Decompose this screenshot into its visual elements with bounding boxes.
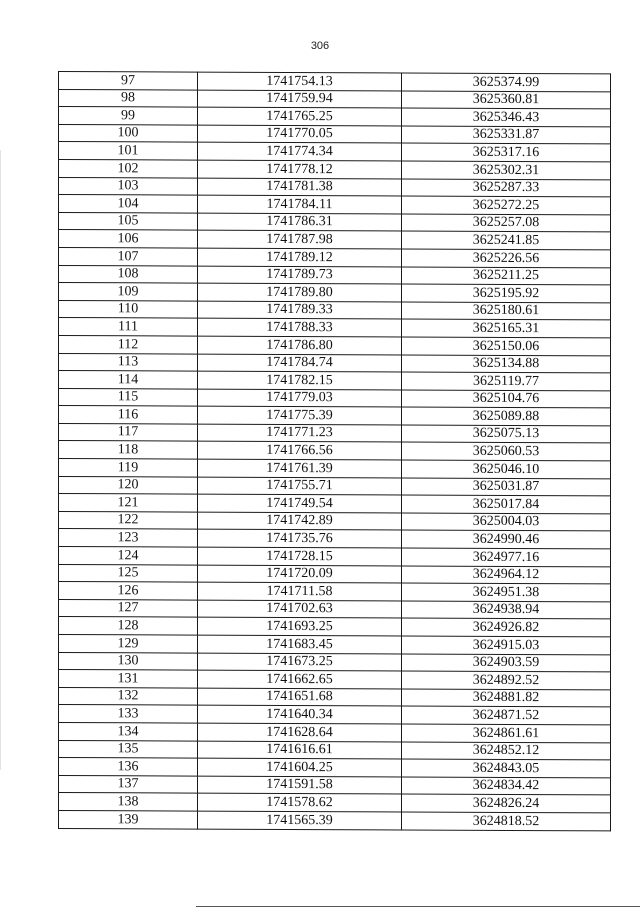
point-number-cell: 124 [59, 547, 198, 565]
y-coordinate-cell: 3624826.24 [402, 794, 611, 813]
point-number-cell: 109 [59, 283, 198, 301]
y-coordinate-cell: 3625031.87 [402, 478, 611, 497]
point-number-cell: 131 [59, 670, 198, 688]
y-coordinate-cell: 3624852.12 [402, 742, 611, 761]
point-number-cell: 128 [59, 617, 198, 635]
point-number-cell: 118 [59, 441, 198, 459]
y-coordinate-cell: 3625287.33 [402, 179, 611, 198]
page-number: 306 [310, 40, 330, 52]
point-number-cell: 121 [59, 494, 198, 512]
y-coordinate-cell: 3624977.16 [402, 548, 611, 567]
y-coordinate-cell: 3625272.25 [402, 196, 611, 215]
y-coordinate-cell: 3624915.03 [402, 636, 611, 655]
point-number-cell: 127 [59, 599, 198, 617]
x-coordinate-cell: 1741735.76 [198, 530, 402, 548]
point-number-cell: 108 [59, 265, 198, 283]
x-coordinate-cell: 1741761.39 [198, 459, 402, 477]
x-coordinate-cell: 1741711.58 [198, 582, 402, 600]
point-number-cell: 106 [59, 230, 198, 248]
x-coordinate-cell: 1741781.38 [198, 178, 402, 196]
y-coordinate-cell: 3625046.10 [402, 460, 611, 479]
x-coordinate-cell: 1741702.63 [198, 600, 402, 618]
y-coordinate-cell: 3624881.82 [402, 689, 611, 708]
x-coordinate-cell: 1741578.62 [198, 793, 402, 811]
y-coordinate-cell: 3625211.25 [402, 267, 611, 286]
y-coordinate-cell: 3625302.31 [402, 161, 611, 180]
y-coordinate-cell: 3625257.08 [402, 214, 611, 233]
point-number-cell: 120 [59, 476, 198, 494]
x-coordinate-cell: 1741782.15 [198, 371, 402, 389]
point-number-cell: 119 [59, 459, 198, 477]
y-coordinate-cell: 3625004.03 [402, 513, 611, 532]
bottom-rule [196, 906, 640, 907]
point-number-cell: 98 [59, 89, 198, 107]
point-number-cell: 139 [59, 810, 198, 828]
y-coordinate-cell: 3625075.13 [402, 425, 611, 444]
y-coordinate-cell: 3625346.43 [402, 108, 611, 127]
y-coordinate-cell: 3624892.52 [402, 671, 611, 690]
x-coordinate-cell: 1741591.58 [198, 776, 402, 794]
y-coordinate-cell: 3625060.53 [402, 442, 611, 461]
point-number-cell: 134 [59, 722, 198, 740]
y-coordinate-cell: 3624834.42 [402, 777, 611, 796]
point-number-cell: 104 [59, 195, 198, 213]
x-coordinate-cell: 1741784.11 [198, 195, 402, 213]
x-coordinate-cell: 1741787.98 [198, 230, 402, 248]
x-coordinate-cell: 1741786.80 [198, 336, 402, 354]
x-coordinate-cell: 1741754.13 [198, 72, 402, 90]
point-number-cell: 117 [59, 423, 198, 441]
point-number-cell: 99 [59, 107, 198, 125]
point-number-cell: 100 [59, 124, 198, 142]
x-coordinate-cell: 1741784.74 [198, 354, 402, 372]
y-coordinate-cell: 3624938.94 [402, 601, 611, 620]
y-coordinate-cell: 3625195.92 [402, 284, 611, 303]
x-coordinate-cell: 1741789.33 [198, 301, 402, 319]
point-number-cell: 138 [59, 793, 198, 811]
y-coordinate-cell: 3625374.99 [402, 73, 611, 92]
x-coordinate-cell: 1741775.39 [198, 406, 402, 424]
point-number-cell: 105 [59, 212, 198, 230]
point-number-cell: 110 [59, 300, 198, 318]
point-number-cell: 122 [59, 511, 198, 529]
point-number-cell: 133 [59, 705, 198, 723]
x-coordinate-cell: 1741788.33 [198, 318, 402, 336]
x-coordinate-cell: 1741565.39 [198, 811, 402, 829]
x-coordinate-cell: 1741789.12 [198, 248, 402, 266]
point-number-cell: 103 [59, 177, 198, 195]
y-coordinate-cell: 3625134.88 [402, 354, 611, 373]
point-number-cell: 129 [59, 635, 198, 653]
point-number-cell: 115 [59, 388, 198, 406]
point-number-cell: 136 [59, 758, 198, 776]
x-coordinate-cell: 1741749.54 [198, 494, 402, 512]
x-coordinate-cell: 1741779.03 [198, 389, 402, 407]
x-coordinate-cell: 1741673.25 [198, 653, 402, 671]
y-coordinate-cell: 3625017.84 [402, 495, 611, 514]
point-number-cell: 114 [59, 371, 198, 389]
point-number-cell: 111 [59, 318, 198, 336]
x-coordinate-cell: 1741651.68 [198, 688, 402, 706]
point-number-cell: 123 [59, 529, 198, 547]
x-coordinate-cell: 1741662.65 [198, 670, 402, 688]
x-coordinate-cell: 1741616.61 [198, 741, 402, 759]
table-row [59, 810, 611, 830]
x-coordinate-cell: 1741771.23 [198, 424, 402, 442]
y-coordinate-cell: 3625150.06 [402, 337, 611, 356]
point-number-cell: 130 [59, 652, 198, 670]
x-coordinate-cell: 1741778.12 [198, 160, 402, 178]
y-coordinate-cell: 3624861.61 [402, 724, 611, 743]
x-coordinate-cell: 1741759.94 [198, 90, 402, 108]
y-coordinate-cell: 3625119.77 [402, 372, 611, 391]
scan-edge-mark [0, 150, 1, 770]
coordinate-table [58, 71, 611, 831]
x-coordinate-cell: 1741789.80 [198, 283, 402, 301]
y-coordinate-cell: 3625104.76 [402, 390, 611, 409]
y-coordinate-cell: 3624818.52 [402, 812, 611, 831]
y-coordinate-cell: 3624964.12 [402, 566, 611, 585]
x-coordinate-cell: 1741786.31 [198, 213, 402, 231]
x-coordinate-cell: 1741789.73 [198, 266, 402, 284]
point-number-cell: 102 [59, 159, 198, 177]
point-number-cell: 132 [59, 687, 198, 705]
x-coordinate-cell: 1741766.56 [198, 442, 402, 460]
coordinate-table-body [59, 72, 611, 831]
y-coordinate-cell: 3624903.59 [402, 654, 611, 673]
x-coordinate-cell: 1741693.25 [198, 618, 402, 636]
point-number-cell: 125 [59, 564, 198, 582]
y-coordinate-cell: 3624990.46 [402, 530, 611, 549]
point-number-cell: 126 [59, 582, 198, 600]
x-coordinate-cell: 1741765.25 [198, 107, 402, 125]
x-coordinate-cell: 1741742.89 [198, 512, 402, 530]
y-coordinate-cell: 3625089.88 [402, 407, 611, 426]
x-coordinate-cell: 1741770.05 [198, 125, 402, 143]
point-number-cell: 137 [59, 775, 198, 793]
point-number-cell: 101 [59, 142, 198, 160]
y-coordinate-cell: 3625241.85 [402, 231, 611, 250]
x-coordinate-cell: 1741640.34 [198, 705, 402, 723]
y-coordinate-cell: 3624951.38 [402, 583, 611, 602]
x-coordinate-cell: 1741628.64 [198, 723, 402, 741]
y-coordinate-cell: 3624871.52 [402, 706, 611, 725]
x-coordinate-cell: 1741755.71 [198, 477, 402, 495]
point-number-cell: 135 [59, 740, 198, 758]
x-coordinate-cell: 1741728.15 [198, 547, 402, 565]
point-number-cell: 97 [59, 72, 198, 90]
point-number-cell: 113 [59, 353, 198, 371]
point-number-cell: 107 [59, 247, 198, 265]
x-coordinate-cell: 1741683.45 [198, 635, 402, 653]
x-coordinate-cell: 1741774.34 [198, 142, 402, 160]
y-coordinate-cell: 3625165.31 [402, 319, 611, 338]
y-coordinate-cell: 3624926.82 [402, 618, 611, 637]
y-coordinate-cell: 3625331.87 [402, 126, 611, 145]
y-coordinate-cell: 3625226.56 [402, 249, 611, 268]
x-coordinate-cell: 1741604.25 [198, 758, 402, 776]
x-coordinate-cell: 1741720.09 [198, 565, 402, 583]
point-number-cell: 112 [59, 335, 198, 353]
y-coordinate-cell: 3625360.81 [402, 91, 611, 110]
y-coordinate-cell: 3624843.05 [402, 759, 611, 778]
y-coordinate-cell: 3625180.61 [402, 302, 611, 321]
point-number-cell: 116 [59, 406, 198, 424]
y-coordinate-cell: 3625317.16 [402, 143, 611, 162]
